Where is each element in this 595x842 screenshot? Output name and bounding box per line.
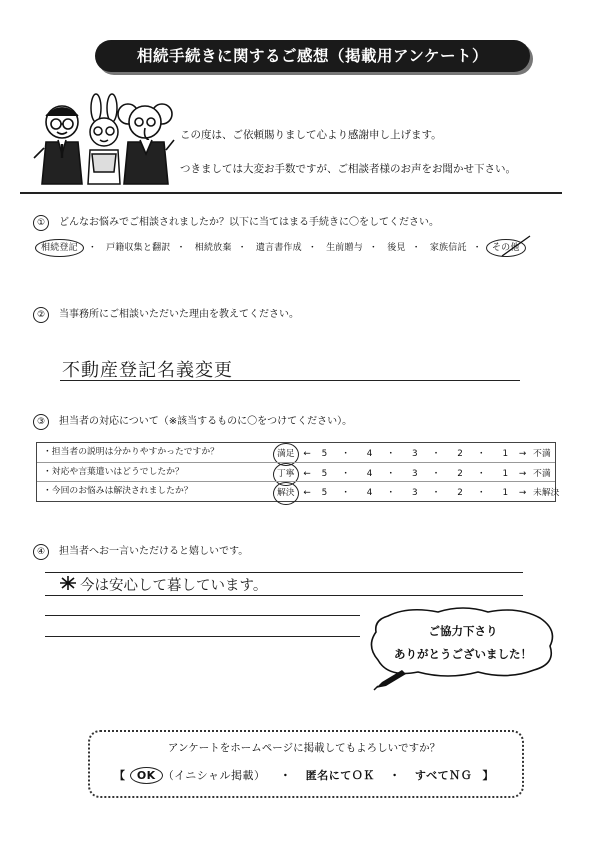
option-renunciation[interactable]: 相続放棄 xyxy=(194,243,232,253)
option-family-register[interactable]: 戸籍収集と翻訳 xyxy=(106,243,171,253)
header-divider xyxy=(20,192,562,194)
question-1 xyxy=(33,213,439,231)
publish-consent-question: アンケートをホームページに掲載してもよろしいですか？ xyxy=(167,742,441,754)
question-number: ④ xyxy=(33,544,49,560)
rating-table xyxy=(36,442,560,502)
q2-handwritten-answer: 不動産登記名義変更 xyxy=(62,360,233,381)
consent-anonymous-option[interactable]: 匿名にてＯＫ xyxy=(305,769,375,782)
man-mascot-icon xyxy=(34,106,82,184)
option-inheritance-registration[interactable]: 相続登記 xyxy=(35,239,84,257)
pen-icon xyxy=(372,666,412,692)
q4-answer-line-3 xyxy=(45,615,360,616)
q4-handwritten-answer: 今は安心して暮しています。 xyxy=(80,578,268,594)
question-number: ③ xyxy=(33,414,49,430)
question-4 xyxy=(33,542,248,560)
q4-answer-line-2 xyxy=(45,595,523,596)
question-3 xyxy=(33,412,352,430)
q1-options: 相続登記 ・ 戸籍収集と翻訳 ・ 相続放棄 ・ 遺言書作成 ・ 生前贈与 ・ 後見 ・ 家族信託 ・ その他 xyxy=(40,240,524,253)
scribble-mark xyxy=(58,575,78,591)
elephant-mascot-icon xyxy=(118,104,174,184)
question-text: 担当者の対応について（※該当するものに〇をつけてください）。 xyxy=(59,416,353,427)
rating-best[interactable]: 丁寧 xyxy=(273,463,299,486)
option-will[interactable]: 遺言書作成 xyxy=(255,243,302,253)
rating-best[interactable]: 満足 xyxy=(273,443,299,466)
q4-answer-line-1 xyxy=(45,572,523,573)
rating-row-explanation: ・担当者の説明は分かりやすかったですか？ 満足 ← 5 ・ 4 ・ 3 ・ 2 ・ 1 → 不満 xyxy=(37,443,555,462)
question-text: 担当者へお一言いただけると嬉しいです。 xyxy=(59,546,249,557)
question-text: 当事務所にご相談いただいた理由を教えてください。 xyxy=(59,309,299,320)
option-other[interactable]: その他 xyxy=(486,239,526,257)
question-number: ① xyxy=(33,215,49,231)
bubble-line-1: ご協力下さり xyxy=(428,624,498,638)
question-2 xyxy=(33,305,299,323)
question-text: どんなお悩みでご相談されましたか？以下に当てはまる手続きに〇をしてください。 xyxy=(59,217,439,228)
question-number: ② xyxy=(33,307,49,323)
intro-line-2: つきましては大変お手数ですが、ご相談者様のお声をお聞かせ下さい。 xyxy=(180,163,516,175)
rating-worst[interactable]: 未解決 xyxy=(533,488,560,498)
q4-answer-line-4 xyxy=(45,636,360,637)
rabbit-mascot-icon xyxy=(88,94,120,184)
option-gift[interactable]: 生前贈与 xyxy=(326,243,363,253)
q2-answer-line xyxy=(60,380,520,381)
option-guardianship[interactable]: 後見 xyxy=(387,243,406,253)
rating-row-resolution: ・今回のお悩みは解決されましたか？ 解決 ← 5 ・ 4 ・ 3 ・ 2 ・ 1 → 未解決 xyxy=(37,481,555,501)
consent-ng-option[interactable]: すべてＮＧ xyxy=(414,769,473,782)
consent-ok-option[interactable]: OK xyxy=(130,767,163,784)
rating-worst[interactable]: 不満 xyxy=(533,469,551,479)
strike-mark xyxy=(500,234,534,258)
rating-best[interactable]: 解決 xyxy=(273,482,299,505)
option-family-trust[interactable]: 家族信託 xyxy=(429,243,467,253)
intro-line-1: この度は、ご依頼賜りまして心より感謝申し上げます。 xyxy=(180,129,442,141)
bubble-line-2: ありがとうございました！ xyxy=(394,647,532,661)
publish-consent-options: 【 OK （イニシャル掲載） ・ 匿名にてＯＫ ・ すべてＮＧ 】 xyxy=(113,769,495,782)
page-title: 相続手続きに関するご感想（掲載用アンケート） xyxy=(95,40,530,72)
mascot-illustration xyxy=(28,92,178,188)
rating-row-manner: ・対応や言葉遣いはどうでしたか？ 丁寧 ← 5 ・ 4 ・ 3 ・ 2 ・ 1 → 不満 xyxy=(37,462,555,482)
rating-worst[interactable]: 不満 xyxy=(533,449,551,459)
